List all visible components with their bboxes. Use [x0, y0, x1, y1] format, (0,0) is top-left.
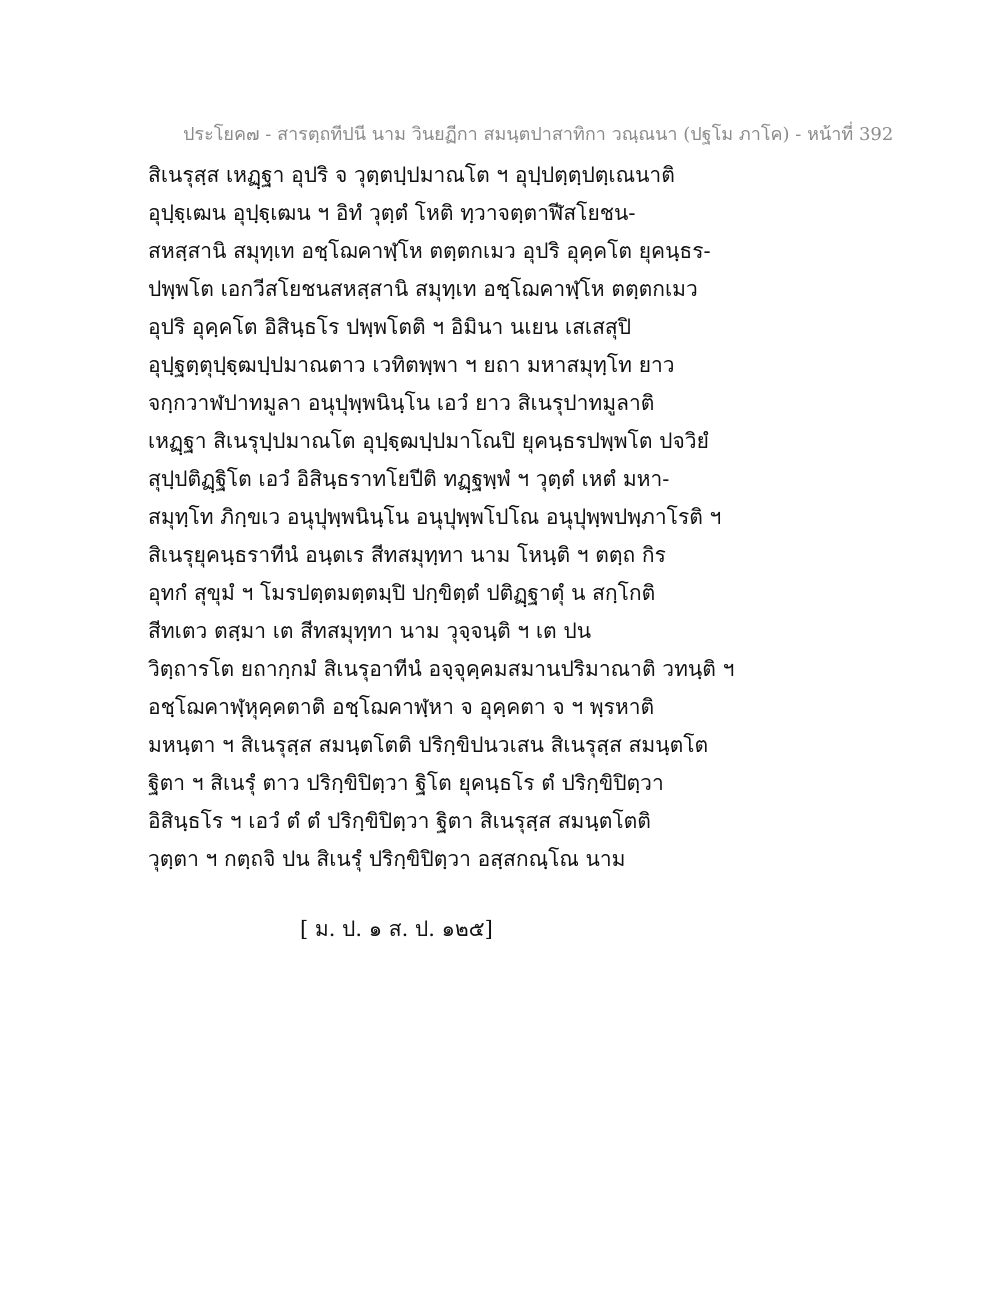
text-line: สิเนรุยุคนฺธราทีนํ อนฺตเร สีทสมุทฺทา นาม โหนฺติ ฯ ตตฺถ กิร — [148, 543, 666, 567]
text-line: อิสินฺธโร ฯ เอวํ ตํ ตํ ปริกฺขิปิตฺวา ฐิตา สิเนรุสฺส สมนฺตโตติ — [148, 809, 651, 833]
text-line: จกฺกวาฬปาทมูลา อนุปุพฺพนินฺโน เอวํ ยาว สิเนรุปาทมูลาติ — [148, 391, 655, 415]
text-line: อุปฺฐฺเฒน อุปฺฐฺเฒน ฯ อิทํ วุตฺตํ โหติ ทฺวาจตฺตาฬีสโยชน- — [148, 201, 636, 225]
text-line: สิเนรุสฺส เหฏฺฐา อุปริ จ วุตฺตปฺปมาณโต ฯ อุปฺปตฺตฺปตฺเณนาติ — [148, 163, 675, 187]
text-line: วุตฺตา ฯ กตฺถจิ ปน สิเนรุํ ปริกฺขิปิตฺวา อสฺสกณฺโณ นาม — [148, 847, 626, 871]
text-line: สมุทฺโท ภิกฺขเว อนุปุพฺพนินฺโน อนุปุพฺพโปโณ อนุปุพฺพปพฺภาโรติ ฯ — [148, 505, 722, 529]
text-line: สุปฺปติฏฺฐิโต เอวํ อิสินฺธราทโยปีติ ทฏฺฐพฺพํ ฯ วุตฺตํ เหตํ มหา- — [148, 467, 670, 491]
text-line: ปพฺพโต เอกวีสโยชนสหสฺสานิ สมุทฺเท อชฺโฌคาฬฺโห ตตฺตกเมว — [148, 277, 698, 301]
page-header: ประโยค๗ - สารตฺถทีปนี นาม วินยฏีกา สมนฺตปาสาทิกา วณฺณนา (ปฐโม ภาโค) - หน้าที่ 392 — [183, 124, 894, 145]
text-line: มหนฺตา ฯ สิเนรุสฺส สมนฺตโตติ ปริกฺขิปนวเสน สิเนรุสฺส สมนฺตโต — [148, 733, 709, 757]
text-line: อชฺโฌคาฬฺหุคฺคตาติ อชฺโฌคาฬฺหา จ อุคฺคตา จ ฯ พฺรหาติ — [148, 695, 655, 719]
text-line: ฐิตา ฯ สิเนรุํ ตาว ปริกฺขิปิตฺวา ฐิโต ยุคนฺธโร ตํ ปริกฺขิปิตฺวา — [148, 771, 664, 795]
text-line: สหสฺสานิ สมุทฺเท อชฺโฌคาฬฺโห ตตฺตกเมว อุปริ อุคฺคโต ยุคนฺธร- — [148, 239, 711, 263]
citation-reference: [ ม. ป. ๑ ส. ป. ๑๒๕] — [300, 917, 493, 941]
text-line: วิตฺถารโต ยถากฺกมํ สิเนรุอาทีนํ อจฺจุคฺคมสมานปริมาณาติ วทนฺติ ฯ — [148, 657, 735, 681]
text-line: สีทเตว ตสฺมา เต สีทสมุทฺทา นาม วุจฺจนฺติ ฯ เต ปน — [148, 619, 592, 643]
text-line: อุทกํ สุขุมํ ฯ โมรปตฺตมตฺตมฺปิ ปกฺขิตฺตํ ปติฏฺฐาตุํ น สกฺโกติ — [148, 581, 656, 605]
body-text — [148, 156, 848, 878]
text-line: เหฏฺฐา สิเนรุปฺปมาณโต อุปฺฐฺฒปฺปมาโณปิ ยุคนฺธรปพฺพโต ปจวิยํ — [148, 429, 709, 453]
text-line: อุปฺฐตฺตุปฺฐฺฒปฺปมาณตาว เวทิตพฺพา ฯ ยถา มหาสมุทฺโท ยาว — [148, 353, 675, 377]
text-line: อุปริ อุคฺคโต อิสินฺธโร ปพฺพโตติ ฯ อิมินา นเยน เสเสสุปิ — [148, 315, 632, 339]
